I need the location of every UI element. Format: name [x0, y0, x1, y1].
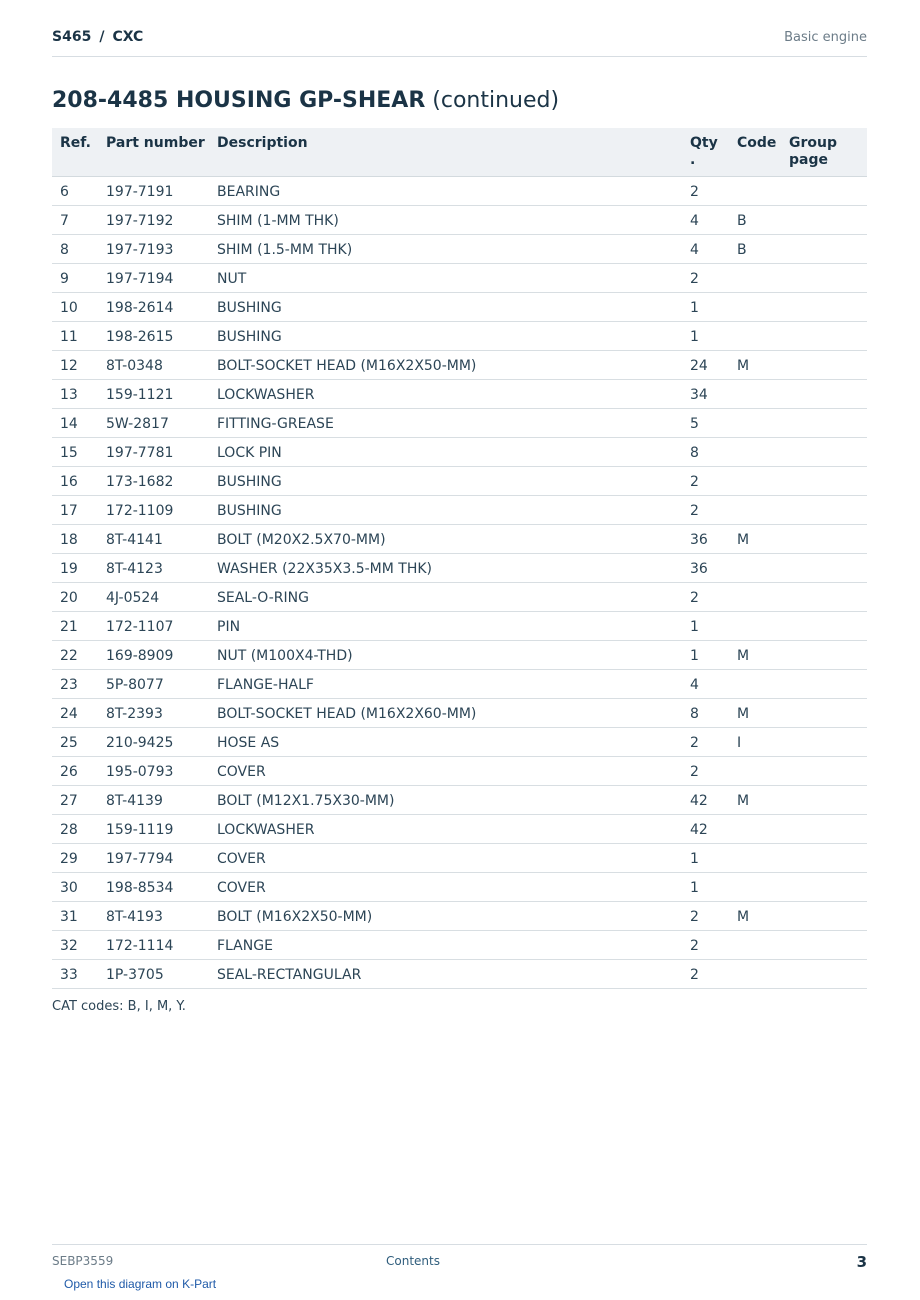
cell-qty: 2: [690, 909, 699, 925]
table-row: [52, 409, 867, 438]
cell-code: M: [737, 909, 750, 925]
table-row: [52, 322, 867, 351]
table-row: [52, 670, 867, 699]
cell-description: LOCK PIN: [217, 445, 282, 461]
cell-qty: 1: [690, 329, 699, 345]
cell-code: B: [737, 213, 747, 229]
cell-part-number: 8T-4139: [106, 793, 163, 809]
cell-description: WASHER (22X35X3.5-MM THK): [217, 561, 433, 577]
cell-ref: 16: [60, 474, 78, 490]
cell-qty: 2: [690, 271, 699, 287]
cell-ref: 7: [60, 213, 69, 229]
cell-ref: 26: [60, 764, 78, 780]
cell-ref: 10: [60, 300, 78, 316]
table-row: [52, 177, 867, 206]
cell-qty: 36: [690, 561, 708, 577]
cell-code: M: [737, 358, 750, 374]
table-row: [52, 902, 867, 931]
cell-qty: 34: [690, 387, 708, 403]
cell-description: FITTING-GREASE: [217, 416, 334, 432]
col-qty-line1: Qty: [690, 135, 718, 151]
cell-code: M: [737, 706, 750, 722]
page-footer: [52, 1244, 867, 1271]
cell-qty: 4: [690, 242, 699, 258]
cell-part-number: 172-1109: [106, 503, 174, 519]
cell-code: B: [737, 242, 747, 258]
variant-label: CXC: [112, 29, 144, 45]
cell-description: BUSHING: [217, 503, 282, 519]
cell-ref: 17: [60, 503, 78, 519]
cell-ref: 25: [60, 735, 78, 751]
assembly-title: 208-4485 HOUSING GP-SHEAR: [52, 88, 426, 113]
cell-part-number: 159-1119: [106, 822, 174, 838]
cell-part-number: 198-2614: [106, 300, 174, 316]
col-part-number: Part number: [106, 135, 205, 151]
cell-qty: 1: [690, 880, 699, 896]
cell-part-number: 210-9425: [106, 735, 174, 751]
cell-qty: 2: [690, 938, 699, 954]
cell-qty: 42: [690, 822, 708, 838]
col-description: Description: [217, 135, 308, 151]
cell-description: HOSE AS: [217, 735, 280, 751]
cell-ref: 28: [60, 822, 78, 838]
cell-ref: 13: [60, 387, 78, 403]
cell-qty: 2: [690, 764, 699, 780]
title-suffix: (continued): [432, 88, 560, 113]
cell-description: SEAL-O-RING: [217, 590, 309, 606]
col-ref: Ref.: [60, 135, 91, 151]
cell-part-number: 8T-4123: [106, 561, 163, 577]
table-row: [52, 873, 867, 902]
cell-ref: 20: [60, 590, 78, 606]
cell-part-number: 8T-0348: [106, 358, 163, 374]
table-row: [52, 264, 867, 293]
cell-ref: 9: [60, 271, 69, 287]
cell-qty: 1: [690, 851, 699, 867]
cell-qty: 2: [690, 184, 699, 200]
table-row: [52, 554, 867, 583]
cell-ref: 32: [60, 938, 78, 954]
col-qty-line2: .: [690, 152, 696, 168]
cell-description: BOLT (M12X1.75X30-MM): [217, 793, 395, 809]
cell-part-number: 172-1114: [106, 938, 174, 954]
cell-description: BUSHING: [217, 474, 282, 490]
cell-qty: 1: [690, 619, 699, 635]
cell-qty: 36: [690, 532, 708, 548]
cell-description: NUT (M100X4-THD): [217, 648, 353, 664]
cell-part-number: 197-7192: [106, 213, 174, 229]
cell-qty: 2: [690, 503, 699, 519]
table-row: [52, 844, 867, 873]
cell-part-number: 159-1121: [106, 387, 174, 403]
cell-qty: 8: [690, 445, 699, 461]
cell-part-number: 197-7193: [106, 242, 174, 258]
cell-description: COVER: [217, 764, 266, 780]
cell-description: LOCKWASHER: [217, 822, 315, 838]
table-row: [52, 612, 867, 641]
cell-description: BOLT (M20X2.5X70-MM): [217, 532, 386, 548]
cell-part-number: 172-1107: [106, 619, 174, 635]
cell-ref: 21: [60, 619, 78, 635]
cell-part-number: 8T-4141: [106, 532, 163, 548]
cell-description: BOLT-SOCKET HEAD (M16X2X50-MM): [217, 358, 477, 374]
cell-part-number: 197-7191: [106, 184, 174, 200]
table-row: [52, 351, 867, 380]
cell-code: I: [737, 735, 742, 751]
cell-ref: 23: [60, 677, 78, 693]
cell-qty: 5: [690, 416, 699, 432]
cell-code: M: [737, 793, 750, 809]
cell-qty: 2: [690, 967, 699, 983]
cell-ref: 14: [60, 416, 78, 432]
cell-part-number: 5W-2817: [106, 416, 169, 432]
table-row: [52, 699, 867, 728]
cell-qty: 2: [690, 590, 699, 606]
cell-part-number: 197-7794: [106, 851, 174, 867]
cell-ref: 31: [60, 909, 78, 925]
cell-qty: 24: [690, 358, 708, 374]
document-id: SEBP3559: [52, 1254, 114, 1268]
kpart-link[interactable]: Open this diagram on K-Part: [64, 1277, 217, 1291]
cell-ref: 27: [60, 793, 78, 809]
cell-ref: 12: [60, 358, 78, 374]
cell-description: SHIM (1-MM THK): [217, 213, 339, 229]
table-row: [52, 235, 867, 264]
cell-part-number: 173-1682: [106, 474, 174, 490]
cell-description: COVER: [217, 880, 266, 896]
cell-part-number: 4J-0524: [106, 590, 160, 606]
contents-link[interactable]: Contents: [386, 1254, 440, 1268]
cell-qty: 2: [690, 474, 699, 490]
table-row: [52, 786, 867, 815]
cell-part-number: 195-0793: [106, 764, 174, 780]
cell-ref: 8: [60, 242, 69, 258]
table-row: [52, 467, 867, 496]
breadcrumb: [52, 29, 143, 45]
table-row: [52, 206, 867, 235]
cell-description: FLANGE-HALF: [217, 677, 314, 693]
page-title: [52, 88, 559, 113]
cell-description: NUT: [217, 271, 247, 287]
cell-description: FLANGE: [217, 938, 273, 954]
cell-ref: 30: [60, 880, 78, 896]
table-row: [52, 496, 867, 525]
cell-ref: 19: [60, 561, 78, 577]
cell-ref: 11: [60, 329, 78, 345]
breadcrumb-separator: /: [99, 29, 105, 45]
cell-qty: 4: [690, 677, 699, 693]
col-qty: [690, 135, 718, 169]
table-row: [52, 380, 867, 409]
cell-description: BOLT-SOCKET HEAD (M16X2X60-MM): [217, 706, 477, 722]
cell-description: LOCKWASHER: [217, 387, 315, 403]
cell-part-number: 1P-3705: [106, 967, 164, 983]
section-label: Basic engine: [784, 30, 867, 45]
cell-description: BUSHING: [217, 300, 282, 316]
parts-table: [52, 128, 867, 989]
cell-qty: 2: [690, 735, 699, 751]
page-number: 3: [856, 1253, 867, 1271]
table-row: [52, 438, 867, 467]
col-group-line1: Group: [789, 135, 838, 151]
cell-part-number: 198-8534: [106, 880, 174, 896]
col-code: Code: [737, 135, 777, 151]
table-row: [52, 960, 867, 989]
cell-qty: 1: [690, 300, 699, 316]
cell-part-number: 198-2615: [106, 329, 174, 345]
cell-part-number: 8T-4193: [106, 909, 163, 925]
cell-ref: 22: [60, 648, 78, 664]
table-body: [52, 177, 867, 989]
cell-qty: 4: [690, 213, 699, 229]
col-group-line2: page: [789, 152, 828, 168]
cell-description: PIN: [217, 619, 241, 635]
table-row: [52, 728, 867, 757]
cell-description: BUSHING: [217, 329, 282, 345]
cell-description: BEARING: [217, 184, 281, 200]
model-label: S465: [52, 29, 92, 45]
cell-ref: 6: [60, 184, 69, 200]
cell-ref: 33: [60, 967, 78, 983]
cell-ref: 24: [60, 706, 78, 722]
cell-ref: 18: [60, 532, 78, 548]
cell-part-number: 5P-8077: [106, 677, 164, 693]
cat-codes-note: CAT codes: B, I, M, Y.: [52, 999, 186, 1014]
table-row: [52, 525, 867, 554]
cell-part-number: 8T-2393: [106, 706, 163, 722]
table-row: [52, 293, 867, 322]
cell-qty: 1: [690, 648, 699, 664]
table-row: [52, 583, 867, 612]
table-row: [52, 815, 867, 844]
cell-ref: 15: [60, 445, 78, 461]
cell-code: M: [737, 532, 750, 548]
cell-part-number: 169-8909: [106, 648, 174, 664]
cell-qty: 8: [690, 706, 699, 722]
page-header: [52, 28, 867, 57]
cell-description: SEAL-RECTANGULAR: [217, 967, 362, 983]
col-group-page: [789, 135, 837, 169]
cell-ref: 29: [60, 851, 78, 867]
table-header: [52, 128, 867, 177]
cell-part-number: 197-7781: [106, 445, 174, 461]
cell-description: COVER: [217, 851, 266, 867]
cell-part-number: 197-7194: [106, 271, 174, 287]
cell-code: M: [737, 648, 750, 664]
cell-qty: 42: [690, 793, 708, 809]
cell-description: SHIM (1.5-MM THK): [217, 242, 353, 258]
table-row: [52, 931, 867, 960]
table-row: [52, 641, 867, 670]
table-row: [52, 757, 867, 786]
cell-description: BOLT (M16X2X50-MM): [217, 909, 373, 925]
